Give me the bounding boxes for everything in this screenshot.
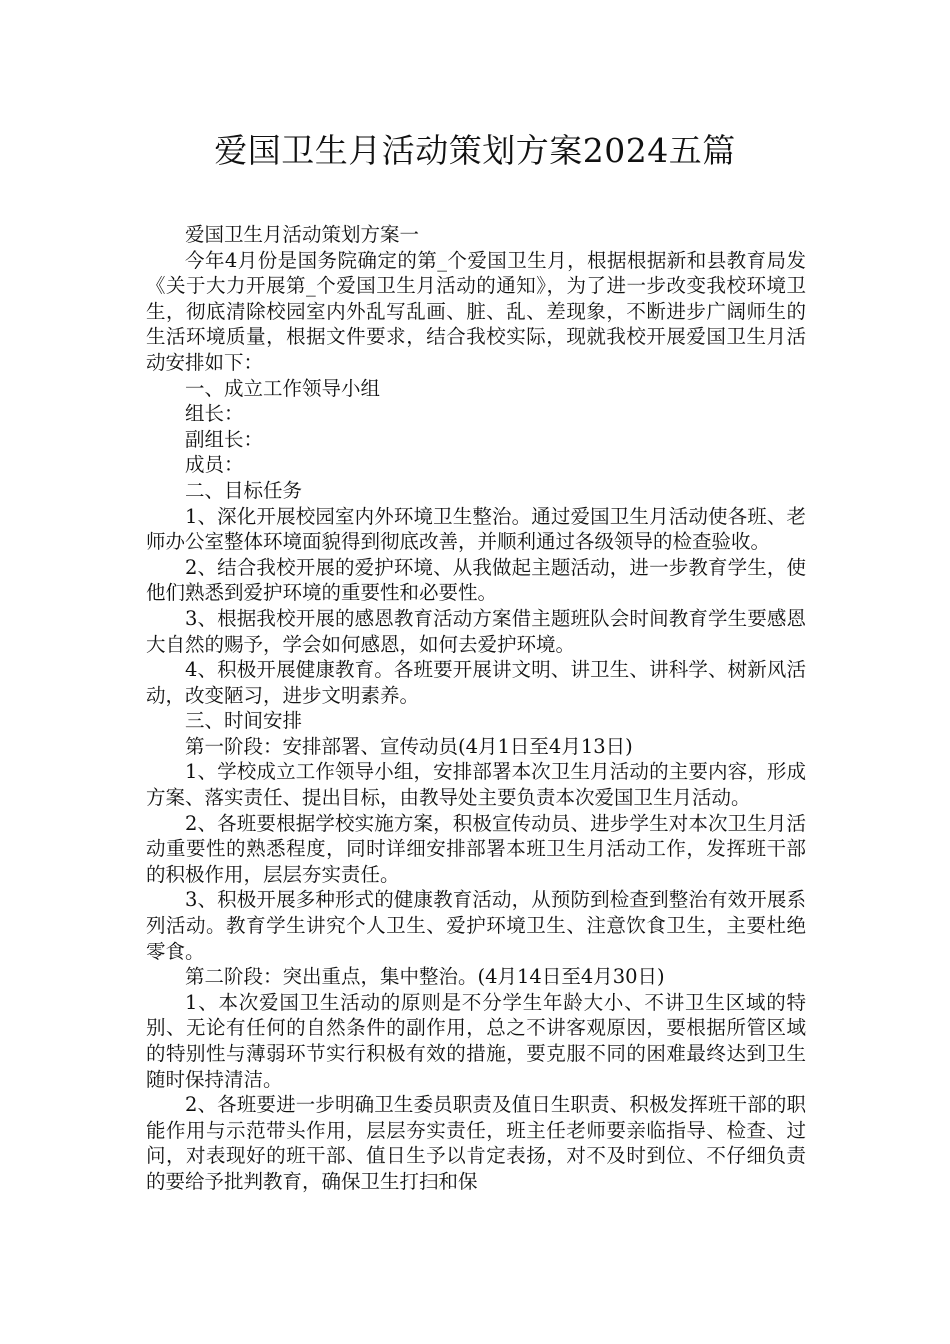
paragraph: 1、学校成立工作领导小组，安排部署本次卫生月活动的主要内容，形成方案、落实责任、提出目标，由教导处主要负责本次爱国卫生月活动。 [146, 760, 806, 810]
paragraph: 2、结合我校开展的爱护环境、从我做起主题活动，进一步教育学生，使他们熟悉到爱护环境的重要性和必要性。 [146, 555, 806, 605]
paragraph: 4、积极开展健康教育。各班要开展讲文明、讲卫生、讲科学、树新风活动，改变陋习，进步文明素养。 [146, 658, 806, 707]
document-body [146, 222, 806, 1195]
paragraph: 今年4月份是国务院确定的第_个爱国卫生月，根据根据新和县教育局发《关于大力开展第_个爱国卫生月活动的通知》，为了进一步改变我校环境卫生，彻底清除校园室内外乱写乱画、脏、乱、差现象，不断进步广阔师生的生活环境质量，根据文件要求，结合我校实际，现就我校开展爱国卫生月活动安排如下： [146, 248, 806, 374]
paragraph: 3、积极开展多种形式的健康教育活动，从预防到检查到整治有效开展系列活动。教育学生讲究个人卫生、爱护环境卫生、注意饮食卫生，主要杜绝零食。 [146, 888, 806, 963]
paragraph: 1、本次爱国卫生活动的原则是不分学生年龄大小、不讲卫生区域的特别、无论有任何的自然条件的副作用，总之不讲客观原因，要根据所管区域的特别性与薄弱环节实行积极有效的措施，要克服不同的困难最终达到卫生随时保持清洁。 [146, 990, 806, 1091]
paragraph: 第一阶段：安排部署、宣传动员(4月1日至4月13日) [185, 734, 633, 758]
section-heading: 爱国卫生月活动策划方案一 [185, 223, 420, 246]
section-heading: 一、成立工作领导小组 [185, 376, 381, 400]
paragraph: 2、各班要进一步明确卫生委员职责及值日生职责、积极发挥班干部的职能作用与示范带头作用，层层夯实责任，班主任老师要亲临指导、检查、过问，对表现好的班干部、值日生予以肯定表扬，对不及时到位、不仔细负责的要给予批判教育，确保卫生打扫和保 [146, 1093, 806, 1193]
paragraph: 副组长： [185, 427, 264, 451]
paragraph: 组长： [185, 402, 244, 426]
paragraph: 第二阶段：突出重点，集中整治。(4月14日至4月30日) [185, 965, 665, 989]
paragraph: 成员： [185, 453, 244, 477]
document-title: 爱国卫生月活动策划方案2024五篇 [214, 131, 736, 170]
paragraph: 1、深化开展校园室内外环境卫生整治。通过爱国卫生月活动使各班、老师办公室整体环境面貌得到彻底改善，并顺利通过各级领导的检查验收。 [146, 504, 806, 554]
paragraph: 3、根据我校开展的感恩教育活动方案借主题班队会时间教育学生要感恩大自然的赐予，学会如何感恩，如何去爱护环境。 [146, 606, 806, 656]
section-heading: 二、目标任务 [185, 478, 303, 502]
section-heading: 三、时间安排 [185, 709, 303, 733]
paragraph: 2、各班要根据学校实施方案，积极宣传动员、进步学生对本次卫生月活动重要性的熟悉程度，同时详细安排部署本班卫生月活动工作，发挥班干部的积极作用，层层夯实责任。 [146, 811, 806, 886]
